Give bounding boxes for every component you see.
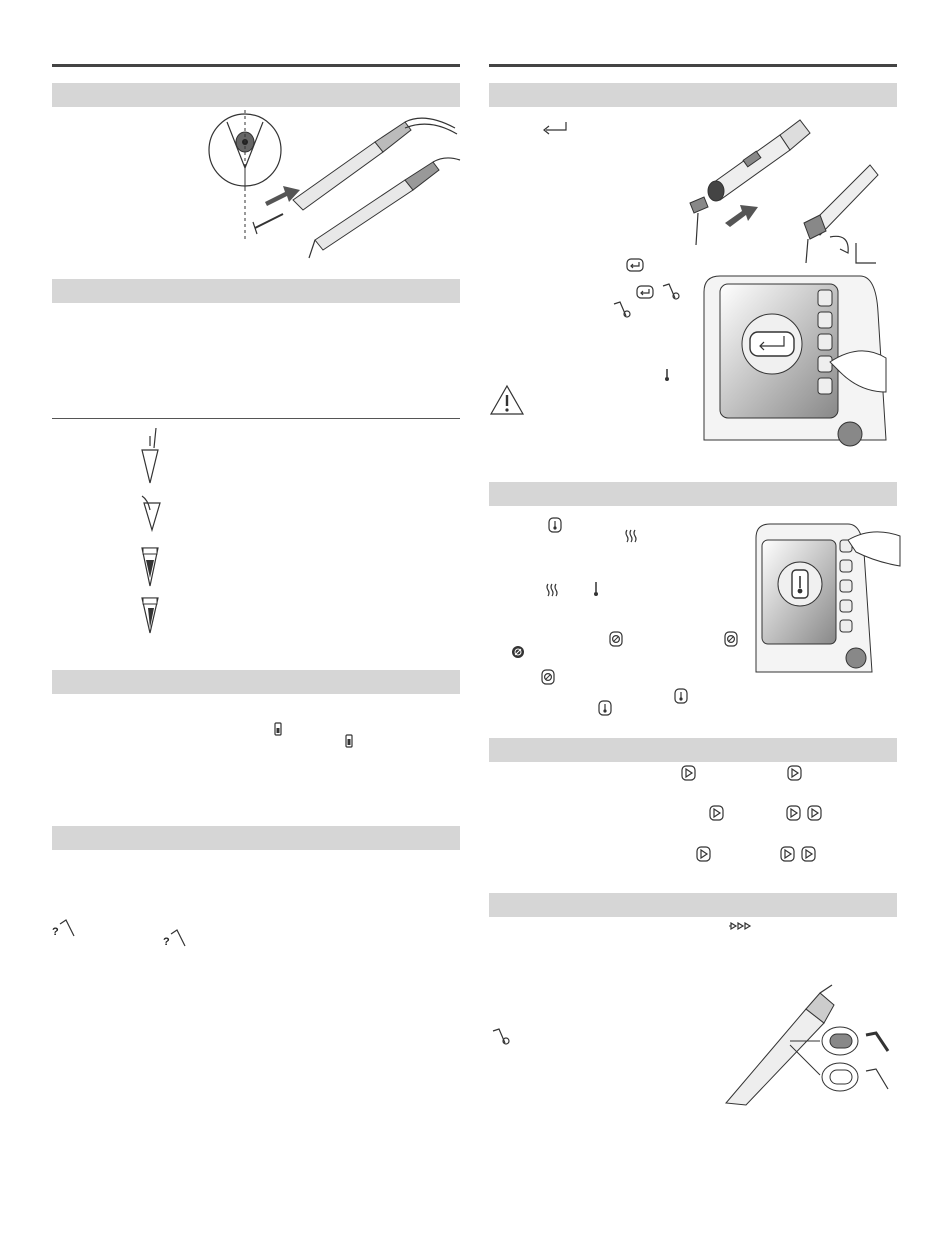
play-button-icon-1 xyxy=(681,765,697,781)
tip-attach-illustration xyxy=(680,115,900,270)
play-button-icon-7 xyxy=(780,846,796,862)
section-bar-left-4 xyxy=(52,826,460,850)
control-panel-illustration-2 xyxy=(752,522,900,674)
thermometer-button-icon-3 xyxy=(598,700,612,716)
play-button-icon-2 xyxy=(787,765,803,781)
enter-icon xyxy=(540,120,570,136)
heat-icon-2 xyxy=(545,583,559,597)
thermometer-icon xyxy=(664,368,670,382)
question-tip-icon xyxy=(52,918,76,938)
tip-shapes-column xyxy=(138,428,178,638)
tip-icon-3 xyxy=(491,1027,511,1045)
section-bar-right-4 xyxy=(489,893,897,917)
cancel-button-icon-3 xyxy=(541,669,555,685)
tip-icon-2 xyxy=(612,300,632,318)
thermometer-icon-2 xyxy=(593,581,599,597)
enter-button-icon-2 xyxy=(636,285,654,299)
tip-icon xyxy=(661,282,681,300)
thermometer-button-icon-2 xyxy=(674,688,688,704)
svg-text:?: ? xyxy=(52,926,59,938)
play-button-icon-8 xyxy=(801,846,817,862)
question-tip-icon-2 xyxy=(163,928,187,948)
play-button-icon-6 xyxy=(696,846,712,862)
battery-icon-2 xyxy=(345,734,353,748)
play-button-icon-3 xyxy=(709,805,725,821)
play-button-icon-4 xyxy=(786,805,802,821)
section-bar-right-2 xyxy=(489,482,897,506)
section-bar-right-3 xyxy=(489,738,897,762)
tip-shape-1-icon xyxy=(142,450,158,483)
section-bar-right-1 xyxy=(489,83,897,107)
cancel-button-icon-2 xyxy=(724,631,738,647)
play-button-icon-5 xyxy=(807,805,823,821)
control-panel-illustration xyxy=(700,272,900,442)
top-rule-left xyxy=(52,64,460,67)
section-bar-left-3 xyxy=(52,670,460,694)
thermometer-button-icon xyxy=(548,517,562,533)
top-rule-right xyxy=(489,64,897,67)
warning-icon xyxy=(489,384,525,416)
tip-types-illustration xyxy=(720,985,900,1105)
tip-shape-2-icon xyxy=(144,503,160,530)
table-rule xyxy=(52,418,460,419)
svg-text:?: ? xyxy=(163,936,170,948)
heat-icon xyxy=(624,529,638,543)
cancel-button-icon xyxy=(609,631,623,647)
triple-play-icon xyxy=(729,920,755,932)
battery-icon xyxy=(274,722,282,736)
handpiece-illustration xyxy=(205,100,465,265)
enter-button-icon xyxy=(626,258,644,272)
cancel-filled-icon xyxy=(511,645,525,659)
section-bar-left-2 xyxy=(52,279,460,303)
